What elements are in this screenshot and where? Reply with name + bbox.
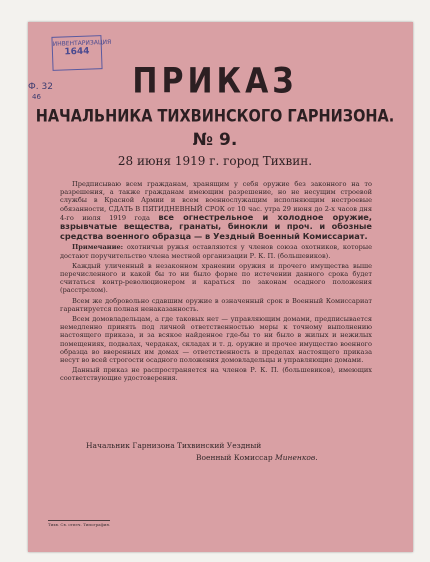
stamp-number: 1644 xyxy=(64,46,90,58)
document-title: ПРИКАЗ xyxy=(132,61,298,102)
order-number: № 9. xyxy=(192,130,238,150)
printer-imprint: Тихв. Св. отпеч. Типография. xyxy=(48,522,111,527)
paragraph-1-text: Предписываю всем гражданам, хранящим у себя оружие без законного на то разрешения, а также гражданам имеющим разрешение, но не несущим строевой службы в Красной Армии и всем военнослужащим исполняющим нестроевые обязанности, СДАТЬ В ПЯТИДНЕВНЫЙ СРОК от 10 час. утра 29 июня до 2-х часов дня 4-го июля 1919 года xyxy=(60,180,372,222)
document-subtitle: НАЧАЛЬНИКА ТИХВИНСКОГО ГАРНИЗОНА. xyxy=(35,107,395,127)
paragraph-6: Данный приказ не распространяется на членов Р. К. П. (большевиков), имеющих соответствующие удостоверения. xyxy=(60,366,372,383)
paragraph-3: Каждый уличенный в незаконном хранении оружия и прочего имущества выше перечисленного и какой бы то ни было форме по истечении данного срока будет считаться контр-революционером и караться по законам осадного положения (расстрелом). xyxy=(60,261,372,295)
dateline: 28 июня 1919 г. город Тихвин. xyxy=(117,154,313,168)
archive-fond: Ф. 32 xyxy=(28,82,53,92)
paragraph-5: Всем домовладельцам, а где таковых нет — управляющим домами, предписывается немедленно принять под личной ответственностью меры к точному выполнению настоящего приказа, и за всякое найденное где-бы то ни было в жилых и нежилых помещениях, подвалах, чердаках, складах и т. д. оружие и прочее имущество военного образца во вверенных им домах — ответственность в пределах настоящего приказа несут во всей строгости осадного положения домовладельцы и управляющие домами. xyxy=(60,314,372,364)
signature-role: Военный Комиссар xyxy=(196,453,273,462)
paragraph-2 xyxy=(60,243,372,259)
paragraph-4: Всем же добровольно сдавшим оружие в означенный срок в Военный Комиссариат гарантируется полная ненаказанность. xyxy=(60,296,372,313)
signature-line-2 xyxy=(86,452,318,464)
stamp-label: ИНВЕНТАРИЗАЦИЯ xyxy=(52,38,112,48)
order-body xyxy=(60,180,372,385)
note-label: Примечание: xyxy=(72,243,124,252)
archive-item: 46 xyxy=(32,93,41,101)
signature-block xyxy=(86,440,318,464)
signature-name: Миненков. xyxy=(275,453,318,462)
signature-title: Начальник Гарнизона Тихвинский Уездный xyxy=(86,441,262,450)
paragraph-1-bold: все огнестрельное и холодное оружие, взрывчатые вещества, гранаты, бинокли и проч. и обозные средства военного образца — в Уездный Военный Комиссариат. xyxy=(60,211,372,241)
note-text: охотничьи ружья оставляются у членов союза охотников, которые достают поручительство члена местной организации Р. К. П. (большевиков). xyxy=(60,243,372,260)
paragraph-1 xyxy=(60,180,372,241)
